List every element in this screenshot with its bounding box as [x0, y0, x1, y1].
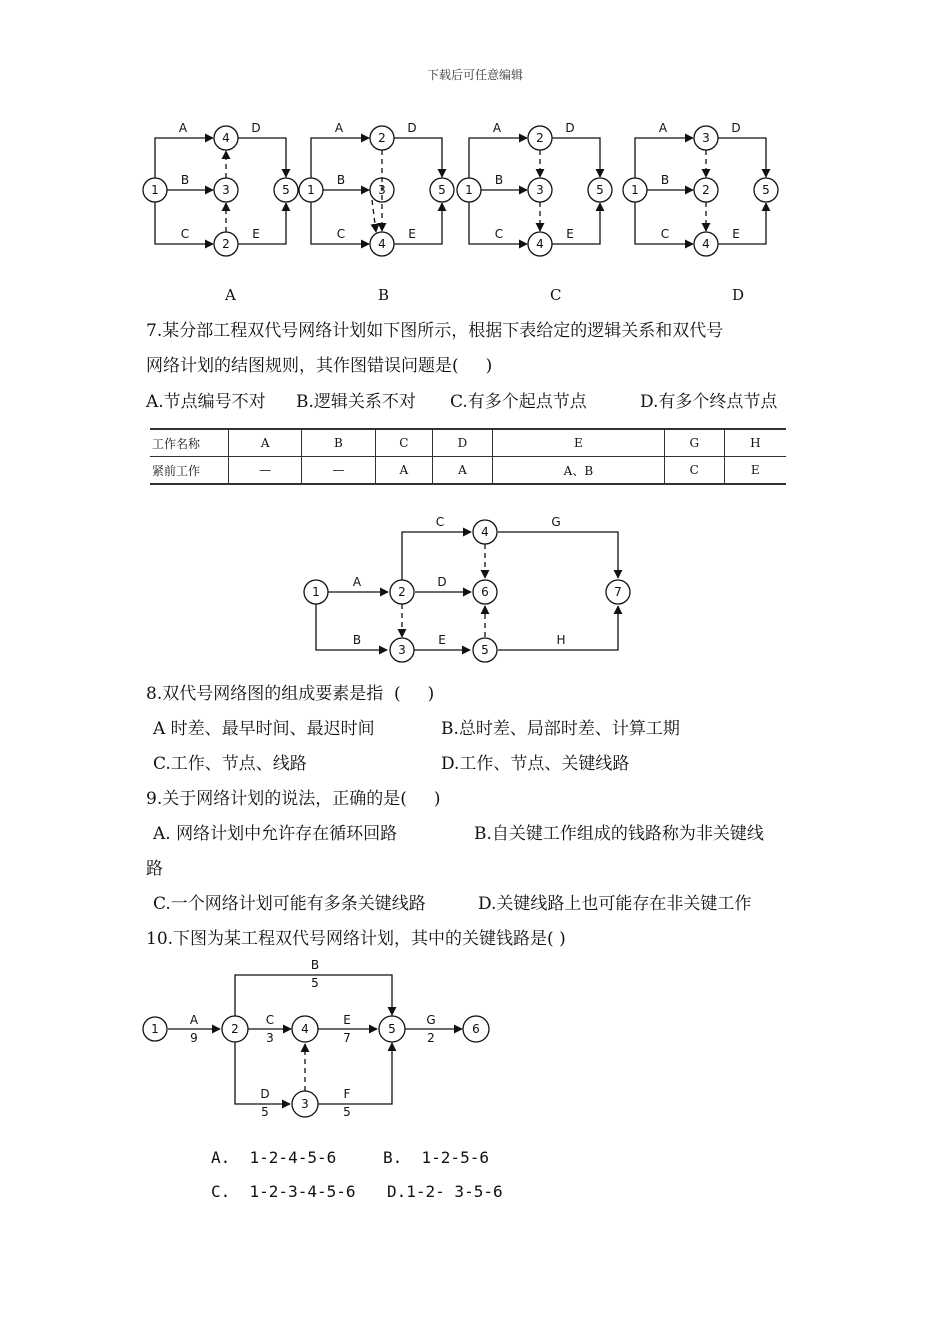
q6-diagram-a [143, 126, 298, 256]
q6-diagram-b [299, 126, 454, 256]
table-row-predecessors [150, 457, 786, 485]
node-label: 7 [614, 585, 622, 599]
node-label: 4 [222, 131, 230, 145]
edge-label: C [660, 227, 670, 241]
table-cell: D [433, 429, 493, 457]
node-label: 3 [398, 643, 406, 657]
edge-label: E [732, 227, 740, 241]
node-label: 4 [378, 237, 386, 251]
edge-label: D [251, 121, 261, 135]
arrow [372, 200, 376, 232]
node-label: 1 [312, 585, 320, 599]
q10-option-b: B. 1-2-5-6 [383, 1148, 489, 1167]
q6-option-letter: A [225, 286, 236, 304]
node-label: 1 [465, 183, 473, 197]
edge-label: A [334, 121, 344, 135]
arrow [718, 203, 766, 244]
edge-label: E [408, 227, 416, 241]
arrow [469, 138, 527, 178]
node-label: 5 [438, 183, 446, 197]
q10-network-diagram [0, 955, 950, 1120]
edge-label: D [437, 575, 447, 589]
q8-question: 8.双代号网络图的组成要素是指 ( ) [146, 684, 435, 704]
edge-label: C [180, 227, 190, 241]
work-name: D [260, 1087, 270, 1101]
node-label: 3 [378, 183, 386, 197]
node-label: 5 [481, 643, 489, 657]
table-cell: A [433, 457, 493, 485]
edge-label: D [407, 121, 417, 135]
arrow [394, 203, 442, 244]
edge-label: B [336, 173, 346, 187]
q9-option-b: B.自关键工作组成的钱路称为非关键线 [474, 824, 764, 844]
q7-network-diagram [0, 510, 950, 670]
node-label: 2 [702, 183, 710, 197]
q6-option-letter: B [378, 286, 390, 304]
node-label: 3 [222, 183, 230, 197]
table-cell: A、B [492, 457, 664, 485]
edge-label: E [252, 227, 260, 241]
edge-label: A [178, 121, 188, 135]
node-label: 5 [388, 1022, 396, 1036]
work-name: C [265, 1013, 275, 1027]
table-label: 紧前工作 [150, 457, 229, 485]
edge-label: E [438, 633, 446, 647]
work-duration: 7 [343, 1031, 351, 1045]
table-cell: G [664, 429, 724, 457]
q9-option-c: C.一个网络计划可能有多条关键线路 [153, 894, 426, 914]
node-label: 6 [481, 585, 489, 599]
node-label: 5 [762, 183, 770, 197]
node-label: 4 [702, 237, 710, 251]
q6-option-letter: D [732, 286, 745, 304]
edge-label: A [492, 121, 502, 135]
q9-question: 9.关于网络计划的说法，正确的是( ) [146, 789, 441, 809]
table-cell: B [302, 429, 375, 457]
node-label: 1 [151, 183, 159, 197]
arrow [635, 138, 693, 178]
arrow [238, 138, 286, 177]
edge-label: C [435, 515, 445, 529]
edge-label: A [352, 575, 362, 589]
table-cell: A [375, 457, 432, 485]
node-label: 1 [631, 183, 639, 197]
table-cell: C [664, 457, 724, 485]
node-label: 6 [472, 1022, 480, 1036]
table-cell: A [229, 429, 302, 457]
node-label: 4 [481, 525, 489, 539]
q7-option-c: C.有多个起点节点 [450, 392, 587, 412]
edge-label: B [352, 633, 362, 647]
node-label: 5 [596, 183, 604, 197]
work-name: G [426, 1013, 436, 1027]
node-label: 3 [536, 183, 544, 197]
edge-label: G [551, 515, 561, 529]
arrow [718, 138, 766, 177]
table-cell: E [724, 457, 786, 485]
work-duration: 3 [266, 1031, 274, 1045]
q10-option-d: D.1-2- 3-5-6 [387, 1182, 503, 1201]
edge-label: A [658, 121, 668, 135]
arrow [552, 138, 600, 177]
q6-diagrams [0, 110, 950, 270]
q8-option-a: A 时差、最早时间、最迟时间 [153, 719, 375, 739]
q9-option-b-cont: 路 [146, 859, 163, 879]
q10-option-c: C. 1-2-3-4-5-6 [211, 1182, 356, 1201]
edge-label: B [494, 173, 504, 187]
q7-option-d: D.有多个终点节点 [640, 392, 778, 412]
work-name: A [189, 1013, 199, 1027]
table-row-works [150, 429, 786, 457]
node-label: 3 [301, 1097, 309, 1111]
table-cell: H [724, 429, 786, 457]
edge-label: B [180, 173, 190, 187]
arrow [238, 203, 286, 244]
work-duration: 5 [343, 1105, 351, 1119]
arrow [155, 138, 213, 178]
table-cell: — [302, 457, 375, 485]
node-label: 3 [702, 131, 710, 145]
q7-line1: 7.某分部工程双代号网络计划如下图所示，根据下表给定的逻辑关系和双代号 [146, 321, 724, 341]
q9-option-a: A. 网络计划中允许存在循环回路 [153, 824, 398, 844]
q6-diagram-d [623, 126, 778, 256]
q8-option-d: D.工作、节点、关键线路 [441, 754, 630, 774]
q8-option-b: B.总时差、局部时差、计算工期 [441, 719, 680, 739]
work-duration: 5 [311, 976, 319, 990]
node-label: 1 [307, 183, 315, 197]
work-duration: 2 [427, 1031, 435, 1045]
page-header: 下载后可任意编辑 [426, 68, 523, 82]
node-label: 2 [231, 1022, 239, 1036]
q7-line2: 网络计划的结图规则，其作图错误问题是( ) [146, 356, 493, 376]
node-label: 4 [536, 237, 544, 251]
node-label: 2 [398, 585, 406, 599]
node-label: 5 [282, 183, 290, 197]
edge-label: B [660, 173, 670, 187]
arrow [552, 203, 600, 244]
q6-option-letter: C [550, 286, 562, 304]
work-duration: 9 [190, 1031, 198, 1045]
edge-label: D [565, 121, 575, 135]
q7-logic-table [150, 428, 786, 485]
edge-label: E [566, 227, 574, 241]
arrow [394, 138, 442, 177]
work-name: E [343, 1013, 351, 1027]
node-label: 2 [536, 131, 544, 145]
work-duration: 5 [261, 1105, 269, 1119]
edge-label: C [336, 227, 346, 241]
table-cell: E [492, 429, 664, 457]
node-label: 1 [151, 1022, 159, 1036]
q8-option-c: C.工作、节点、线路 [153, 754, 307, 774]
edge-label: C [494, 227, 504, 241]
q6-diagram-c [457, 126, 612, 256]
arrow [311, 138, 369, 178]
node-label: 2 [222, 237, 230, 251]
table-label: 工作名称 [150, 429, 229, 457]
q10-question: 10.下图为某工程双代号网络计划，其中的关键钱路是( ) [146, 929, 566, 949]
node-label: 4 [301, 1022, 309, 1036]
work-name: F [343, 1087, 351, 1101]
q10-option-a: A. 1-2-4-5-6 [211, 1148, 337, 1167]
edge-label: H [556, 633, 566, 647]
table-cell: — [229, 457, 302, 485]
table-cell: C [375, 429, 432, 457]
q7-option-b: B.逻辑关系不对 [296, 392, 416, 412]
edge-label: D [731, 121, 741, 135]
work-name: B [310, 958, 320, 972]
node-label: 2 [378, 131, 386, 145]
q9-option-d: D.关键线路上也可能存在非关键工作 [478, 894, 752, 914]
q7-option-a: A.节点编号不对 [146, 392, 266, 412]
